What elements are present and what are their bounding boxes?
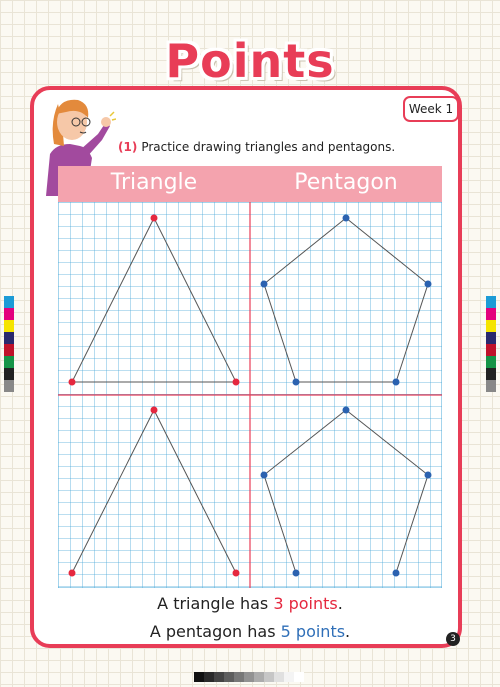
statement-triangle [0,594,500,613]
statement-text: A triangle has [157,594,274,613]
grayscale-strip [194,672,304,682]
pentagon-point [261,472,268,479]
triangle-point [69,570,76,577]
triangle-point [69,379,76,386]
pentagon-point [261,281,268,288]
statement-text: A pentagon has [149,622,281,641]
triangle-point [233,570,240,577]
statement-highlight: 5 points [280,622,346,641]
statement-end: . [337,594,343,613]
pentagon-point [343,407,350,414]
pentagon-point [425,281,432,288]
pentagon-point [343,215,350,222]
pentagon-point [425,472,432,479]
column-header-pentagon: Pentagon [294,170,398,195]
page-title: Points [165,34,335,88]
pentagon-point [293,570,300,577]
statement-end: . [345,622,351,641]
instruction-number: (1) [118,140,138,154]
column-header-triangle: Triangle [110,170,198,195]
page-number-badge: 3 [446,632,460,646]
pentagon-point [293,379,300,386]
week-badge: Week 1 [403,96,459,122]
color-registration-strip-left [4,296,14,392]
triangle-point [151,407,158,414]
triangle-point [233,379,240,386]
triangle-point [151,215,158,222]
statement-highlight: 3 points [273,594,338,613]
pentagon-point [393,379,400,386]
color-registration-strip-right [486,296,496,392]
dot-grid-practice-area [58,202,442,588]
statement-pentagon [0,622,500,641]
instruction-text: Practice drawing triangles and pentagons. [141,140,396,154]
pentagon-point [393,570,400,577]
instruction [118,140,395,154]
